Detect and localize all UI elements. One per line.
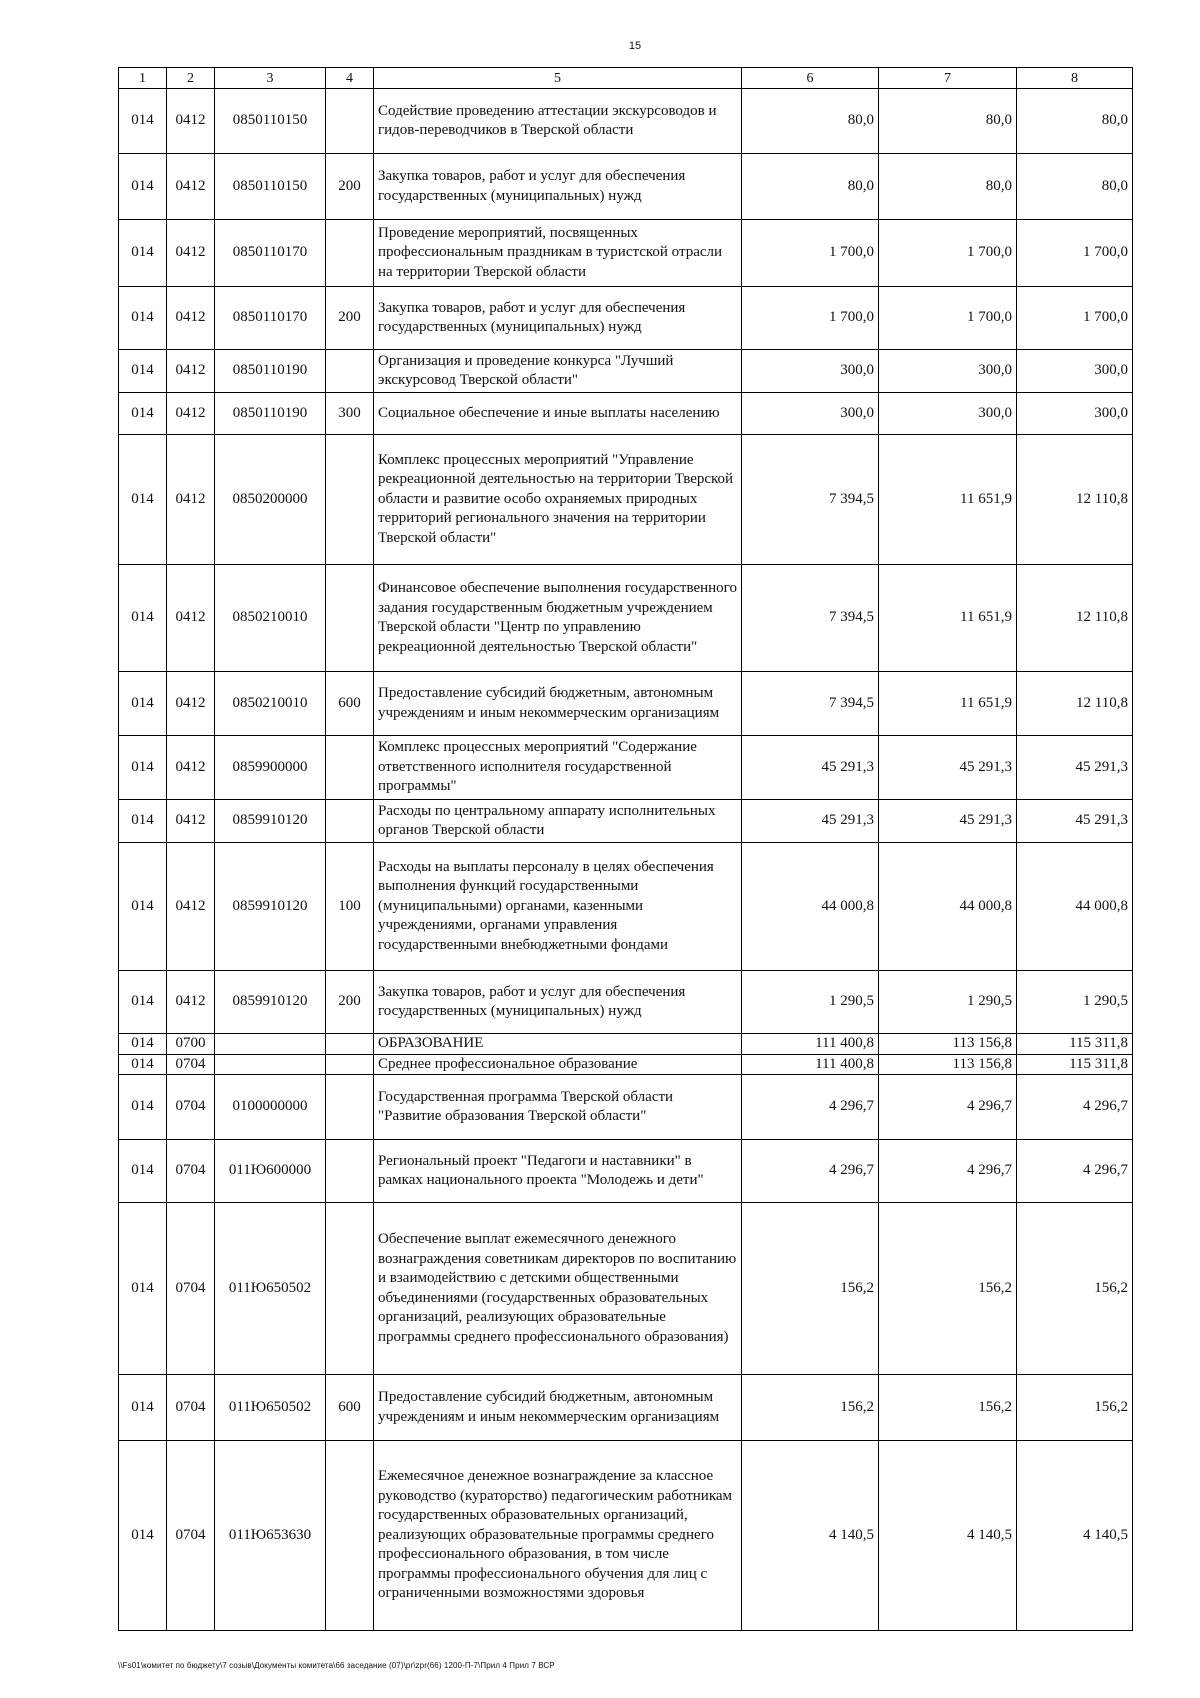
cell-section-code: 0412 bbox=[167, 154, 215, 220]
cell-section-code: 0704 bbox=[167, 1203, 215, 1375]
cell-target-article: 011Ю653630 bbox=[215, 1441, 326, 1631]
table-row bbox=[119, 672, 1133, 736]
cell-section-code: 0412 bbox=[167, 435, 215, 565]
cell-ministry-code: 014 bbox=[119, 435, 167, 565]
cell-target-article: 0850200000 bbox=[215, 435, 326, 565]
cell-amount-year1: 4 296,7 bbox=[742, 1075, 879, 1140]
cell-amount-year2: 1 290,5 bbox=[879, 971, 1017, 1034]
cell-amount-year3: 80,0 bbox=[1017, 89, 1133, 154]
cell-amount-year3: 45 291,3 bbox=[1017, 736, 1133, 800]
cell-amount-year1: 80,0 bbox=[742, 154, 879, 220]
cell-ministry-code: 014 bbox=[119, 736, 167, 800]
column-header: 4 bbox=[326, 68, 374, 89]
cell-amount-year2: 11 651,9 bbox=[879, 435, 1017, 565]
cell-section-code: 0412 bbox=[167, 565, 215, 672]
cell-expense-type: 100 bbox=[326, 843, 374, 971]
cell-target-article: 011Ю650502 bbox=[215, 1203, 326, 1375]
cell-expense-type: 200 bbox=[326, 287, 374, 350]
cell-amount-year1: 45 291,3 bbox=[742, 736, 879, 800]
table-row bbox=[119, 393, 1133, 435]
cell-section-code: 0412 bbox=[167, 89, 215, 154]
table-row bbox=[119, 1203, 1133, 1375]
cell-amount-year2: 4 296,7 bbox=[879, 1075, 1017, 1140]
cell-amount-year3: 45 291,3 bbox=[1017, 800, 1133, 843]
cell-target-article: 0850110190 bbox=[215, 393, 326, 435]
cell-amount-year2: 156,2 bbox=[879, 1375, 1017, 1441]
cell-expense-type bbox=[326, 1054, 374, 1075]
table-row bbox=[119, 287, 1133, 350]
cell-target-article: 0850110170 bbox=[215, 220, 326, 287]
cell-expense-type bbox=[326, 1203, 374, 1375]
cell-amount-year3: 115 311,8 bbox=[1017, 1034, 1133, 1055]
cell-amount-year1: 7 394,5 bbox=[742, 435, 879, 565]
cell-section-code: 0412 bbox=[167, 800, 215, 843]
cell-expense-type: 300 bbox=[326, 393, 374, 435]
cell-ministry-code: 014 bbox=[119, 1054, 167, 1075]
cell-section-code: 0412 bbox=[167, 843, 215, 971]
cell-target-article bbox=[215, 1054, 326, 1075]
cell-expense-type: 600 bbox=[326, 672, 374, 736]
cell-amount-year1: 80,0 bbox=[742, 89, 879, 154]
cell-expense-type bbox=[326, 1075, 374, 1140]
cell-description: Среднее профессиональное образование bbox=[374, 1054, 742, 1075]
cell-amount-year3: 12 110,8 bbox=[1017, 672, 1133, 736]
cell-amount-year1: 111 400,8 bbox=[742, 1034, 879, 1055]
cell-description: Содействие проведению аттестации экскурсоводов и гидов-переводчиков в Тверской области bbox=[374, 89, 742, 154]
cell-description: Обеспечение выплат ежемесячного денежного вознаграждения советникам директоров по воспитанию и взаимодействию с детскими общественными объединениями (государственных образовательных организаций, реализующих образовательные программы среднего профессионального образования) bbox=[374, 1203, 742, 1375]
table-row bbox=[119, 971, 1133, 1034]
cell-section-code: 0412 bbox=[167, 971, 215, 1034]
cell-target-article: 0850110170 bbox=[215, 287, 326, 350]
cell-amount-year2: 300,0 bbox=[879, 393, 1017, 435]
header-row bbox=[119, 68, 1133, 89]
cell-target-article: 0100000000 bbox=[215, 1075, 326, 1140]
cell-ministry-code: 014 bbox=[119, 971, 167, 1034]
cell-section-code: 0412 bbox=[167, 736, 215, 800]
cell-ministry-code: 014 bbox=[119, 1441, 167, 1631]
cell-section-code: 0700 bbox=[167, 1034, 215, 1055]
cell-amount-year2: 45 291,3 bbox=[879, 736, 1017, 800]
cell-amount-year1: 7 394,5 bbox=[742, 565, 879, 672]
cell-ministry-code: 014 bbox=[119, 89, 167, 154]
cell-amount-year2: 156,2 bbox=[879, 1203, 1017, 1375]
table-row bbox=[119, 220, 1133, 287]
table-row bbox=[119, 565, 1133, 672]
cell-ministry-code: 014 bbox=[119, 1203, 167, 1375]
cell-section-code: 0704 bbox=[167, 1140, 215, 1203]
cell-description: Расходы по центральному аппарату исполнительных органов Тверской области bbox=[374, 800, 742, 843]
column-header: 7 bbox=[879, 68, 1017, 89]
table-row bbox=[119, 800, 1133, 843]
cell-ministry-code: 014 bbox=[119, 1140, 167, 1203]
cell-amount-year2: 11 651,9 bbox=[879, 672, 1017, 736]
cell-amount-year2: 80,0 bbox=[879, 154, 1017, 220]
cell-description: Предоставление субсидий бюджетным, автономным учреждениям и иным некоммерческим организациям bbox=[374, 672, 742, 736]
cell-ministry-code: 014 bbox=[119, 1375, 167, 1441]
cell-amount-year1: 156,2 bbox=[742, 1203, 879, 1375]
cell-target-article: 011Ю650502 bbox=[215, 1375, 326, 1441]
cell-amount-year3: 156,2 bbox=[1017, 1375, 1133, 1441]
cell-target-article: 0850210010 bbox=[215, 565, 326, 672]
cell-ministry-code: 014 bbox=[119, 565, 167, 672]
cell-amount-year1: 7 394,5 bbox=[742, 672, 879, 736]
cell-expense-type: 200 bbox=[326, 154, 374, 220]
cell-amount-year3: 80,0 bbox=[1017, 154, 1133, 220]
cell-ministry-code: 014 bbox=[119, 672, 167, 736]
cell-amount-year2: 4 140,5 bbox=[879, 1441, 1017, 1631]
cell-amount-year3: 4 296,7 bbox=[1017, 1140, 1133, 1203]
table-row bbox=[119, 843, 1133, 971]
cell-expense-type bbox=[326, 1140, 374, 1203]
cell-amount-year1: 300,0 bbox=[742, 393, 879, 435]
column-header: 8 bbox=[1017, 68, 1133, 89]
cell-ministry-code: 014 bbox=[119, 1034, 167, 1055]
cell-description: Закупка товаров, работ и услуг для обеспечения государственных (муниципальных) нужд bbox=[374, 287, 742, 350]
table-body bbox=[119, 89, 1133, 1631]
cell-description: Комплекс процессных мероприятий "Управление рекреационной деятельностью на территории Тверской области и развитие особо охраняемых природных территорий регионального значения на территории Тверской области" bbox=[374, 435, 742, 565]
column-header: 1 bbox=[119, 68, 167, 89]
cell-description: Социальное обеспечение и иные выплаты населению bbox=[374, 393, 742, 435]
cell-amount-year3: 12 110,8 bbox=[1017, 435, 1133, 565]
cell-section-code: 0412 bbox=[167, 350, 215, 393]
cell-expense-type bbox=[326, 435, 374, 565]
cell-amount-year1: 156,2 bbox=[742, 1375, 879, 1441]
table-row bbox=[119, 1034, 1133, 1055]
table-row bbox=[119, 89, 1133, 154]
cell-amount-year2: 45 291,3 bbox=[879, 800, 1017, 843]
budget-table bbox=[118, 67, 1133, 1631]
cell-amount-year2: 113 156,8 bbox=[879, 1034, 1017, 1055]
cell-amount-year3: 4 140,5 bbox=[1017, 1441, 1133, 1631]
cell-ministry-code: 014 bbox=[119, 1075, 167, 1140]
cell-expense-type bbox=[326, 89, 374, 154]
cell-description: Закупка товаров, работ и услуг для обеспечения государственных (муниципальных) нужд bbox=[374, 154, 742, 220]
cell-amount-year1: 45 291,3 bbox=[742, 800, 879, 843]
cell-description: Проведение мероприятий, посвященных профессиональным праздникам в туристской отрасли на территории Тверской области bbox=[374, 220, 742, 287]
cell-description: ОБРАЗОВАНИЕ bbox=[374, 1034, 742, 1055]
cell-expense-type bbox=[326, 350, 374, 393]
cell-section-code: 0412 bbox=[167, 393, 215, 435]
cell-target-article bbox=[215, 1034, 326, 1055]
page-number: 15 bbox=[628, 40, 642, 52]
table-row bbox=[119, 1075, 1133, 1140]
cell-amount-year3: 1 290,5 bbox=[1017, 971, 1133, 1034]
cell-amount-year3: 44 000,8 bbox=[1017, 843, 1133, 971]
cell-amount-year1: 4 296,7 bbox=[742, 1140, 879, 1203]
table-row bbox=[119, 350, 1133, 393]
cell-expense-type: 600 bbox=[326, 1375, 374, 1441]
cell-amount-year1: 111 400,8 bbox=[742, 1054, 879, 1075]
column-header: 2 bbox=[167, 68, 215, 89]
cell-amount-year3: 4 296,7 bbox=[1017, 1075, 1133, 1140]
cell-description: Финансовое обеспечение выполнения государственного задания государственным бюджетным учреждением Тверской области "Центр по управлению рекреационной деятельностью Тверской области" bbox=[374, 565, 742, 672]
cell-section-code: 0412 bbox=[167, 220, 215, 287]
cell-ministry-code: 014 bbox=[119, 154, 167, 220]
cell-description: Организация и проведение конкурса "Лучший экскурсовод Тверской области" bbox=[374, 350, 742, 393]
cell-target-article: 0859910120 bbox=[215, 971, 326, 1034]
cell-section-code: 0704 bbox=[167, 1075, 215, 1140]
cell-description: Региональный проект "Педагоги и наставники" в рамках национального проекта "Молодежь и дети" bbox=[374, 1140, 742, 1203]
cell-expense-type: 200 bbox=[326, 971, 374, 1034]
cell-expense-type bbox=[326, 1441, 374, 1631]
cell-amount-year3: 115 311,8 bbox=[1017, 1054, 1133, 1075]
cell-amount-year2: 4 296,7 bbox=[879, 1140, 1017, 1203]
cell-description: Комплекс процессных мероприятий "Содержание ответственного исполнителя государственной программы" bbox=[374, 736, 742, 800]
cell-description: Предоставление субсидий бюджетным, автономным учреждениям и иным некоммерческим организациям bbox=[374, 1375, 742, 1441]
cell-expense-type bbox=[326, 220, 374, 287]
cell-amount-year1: 1 290,5 bbox=[742, 971, 879, 1034]
cell-amount-year2: 1 700,0 bbox=[879, 287, 1017, 350]
cell-amount-year3: 1 700,0 bbox=[1017, 287, 1133, 350]
cell-amount-year3: 300,0 bbox=[1017, 393, 1133, 435]
cell-target-article: 011Ю600000 bbox=[215, 1140, 326, 1203]
cell-expense-type bbox=[326, 800, 374, 843]
cell-amount-year2: 80,0 bbox=[879, 89, 1017, 154]
cell-amount-year3: 156,2 bbox=[1017, 1203, 1133, 1375]
cell-expense-type bbox=[326, 1034, 374, 1055]
cell-ministry-code: 014 bbox=[119, 843, 167, 971]
column-header: 5 bbox=[374, 68, 742, 89]
cell-section-code: 0412 bbox=[167, 287, 215, 350]
cell-amount-year2: 11 651,9 bbox=[879, 565, 1017, 672]
cell-description: Расходы на выплаты персоналу в целях обеспечения выполнения функций государственными (муниципальными) органами, казенными учреждениями, органами управления государственными внебюджетными фондами bbox=[374, 843, 742, 971]
cell-ministry-code: 014 bbox=[119, 287, 167, 350]
cell-amount-year1: 1 700,0 bbox=[742, 220, 879, 287]
cell-section-code: 0704 bbox=[167, 1054, 215, 1075]
cell-target-article: 0850110150 bbox=[215, 89, 326, 154]
cell-target-article: 0850110150 bbox=[215, 154, 326, 220]
cell-amount-year2: 44 000,8 bbox=[879, 843, 1017, 971]
cell-target-article: 0850110190 bbox=[215, 350, 326, 393]
cell-amount-year1: 1 700,0 bbox=[742, 287, 879, 350]
cell-amount-year1: 4 140,5 bbox=[742, 1441, 879, 1631]
cell-ministry-code: 014 bbox=[119, 800, 167, 843]
cell-description: Ежемесячное денежное вознаграждение за классное руководство (кураторство) педагогическим работникам государственных образовательных организаций, реализующих образовательные программы среднего профессионального образования, в том числе программы профессионального обучения для лиц с ограниченными возможностями здоровья bbox=[374, 1441, 742, 1631]
cell-expense-type bbox=[326, 565, 374, 672]
cell-amount-year2: 300,0 bbox=[879, 350, 1017, 393]
table-row bbox=[119, 1054, 1133, 1075]
cell-section-code: 0412 bbox=[167, 672, 215, 736]
cell-target-article: 0859900000 bbox=[215, 736, 326, 800]
cell-amount-year3: 1 700,0 bbox=[1017, 220, 1133, 287]
cell-amount-year1: 44 000,8 bbox=[742, 843, 879, 971]
table-row bbox=[119, 1140, 1133, 1203]
cell-description: Закупка товаров, работ и услуг для обеспечения государственных (муниципальных) нужд bbox=[374, 971, 742, 1034]
cell-target-article: 0850210010 bbox=[215, 672, 326, 736]
cell-section-code: 0704 bbox=[167, 1441, 215, 1631]
cell-target-article: 0859910120 bbox=[215, 800, 326, 843]
footer-file-path: \\Fs01\комитет по бюджету\7 созыв\Документы комитета\66 заседание (07)\pr\zpr(66) 1200-П-7\Прил 4 Прил 7 ВСР bbox=[118, 1661, 555, 1670]
table-row bbox=[119, 736, 1133, 800]
column-header: 6 bbox=[742, 68, 879, 89]
table-row bbox=[119, 1441, 1133, 1631]
cell-description: Государственная программа Тверской области "Развитие образования Тверской области" bbox=[374, 1075, 742, 1140]
cell-target-article: 0859910120 bbox=[215, 843, 326, 971]
table-row bbox=[119, 154, 1133, 220]
cell-amount-year2: 1 700,0 bbox=[879, 220, 1017, 287]
cell-section-code: 0704 bbox=[167, 1375, 215, 1441]
cell-ministry-code: 014 bbox=[119, 393, 167, 435]
cell-amount-year2: 113 156,8 bbox=[879, 1054, 1017, 1075]
table-row bbox=[119, 1375, 1133, 1441]
cell-amount-year3: 300,0 bbox=[1017, 350, 1133, 393]
cell-amount-year3: 12 110,8 bbox=[1017, 565, 1133, 672]
cell-amount-year1: 300,0 bbox=[742, 350, 879, 393]
cell-expense-type bbox=[326, 736, 374, 800]
column-header: 3 bbox=[215, 68, 326, 89]
table-row bbox=[119, 435, 1133, 565]
cell-ministry-code: 014 bbox=[119, 220, 167, 287]
cell-ministry-code: 014 bbox=[119, 350, 167, 393]
